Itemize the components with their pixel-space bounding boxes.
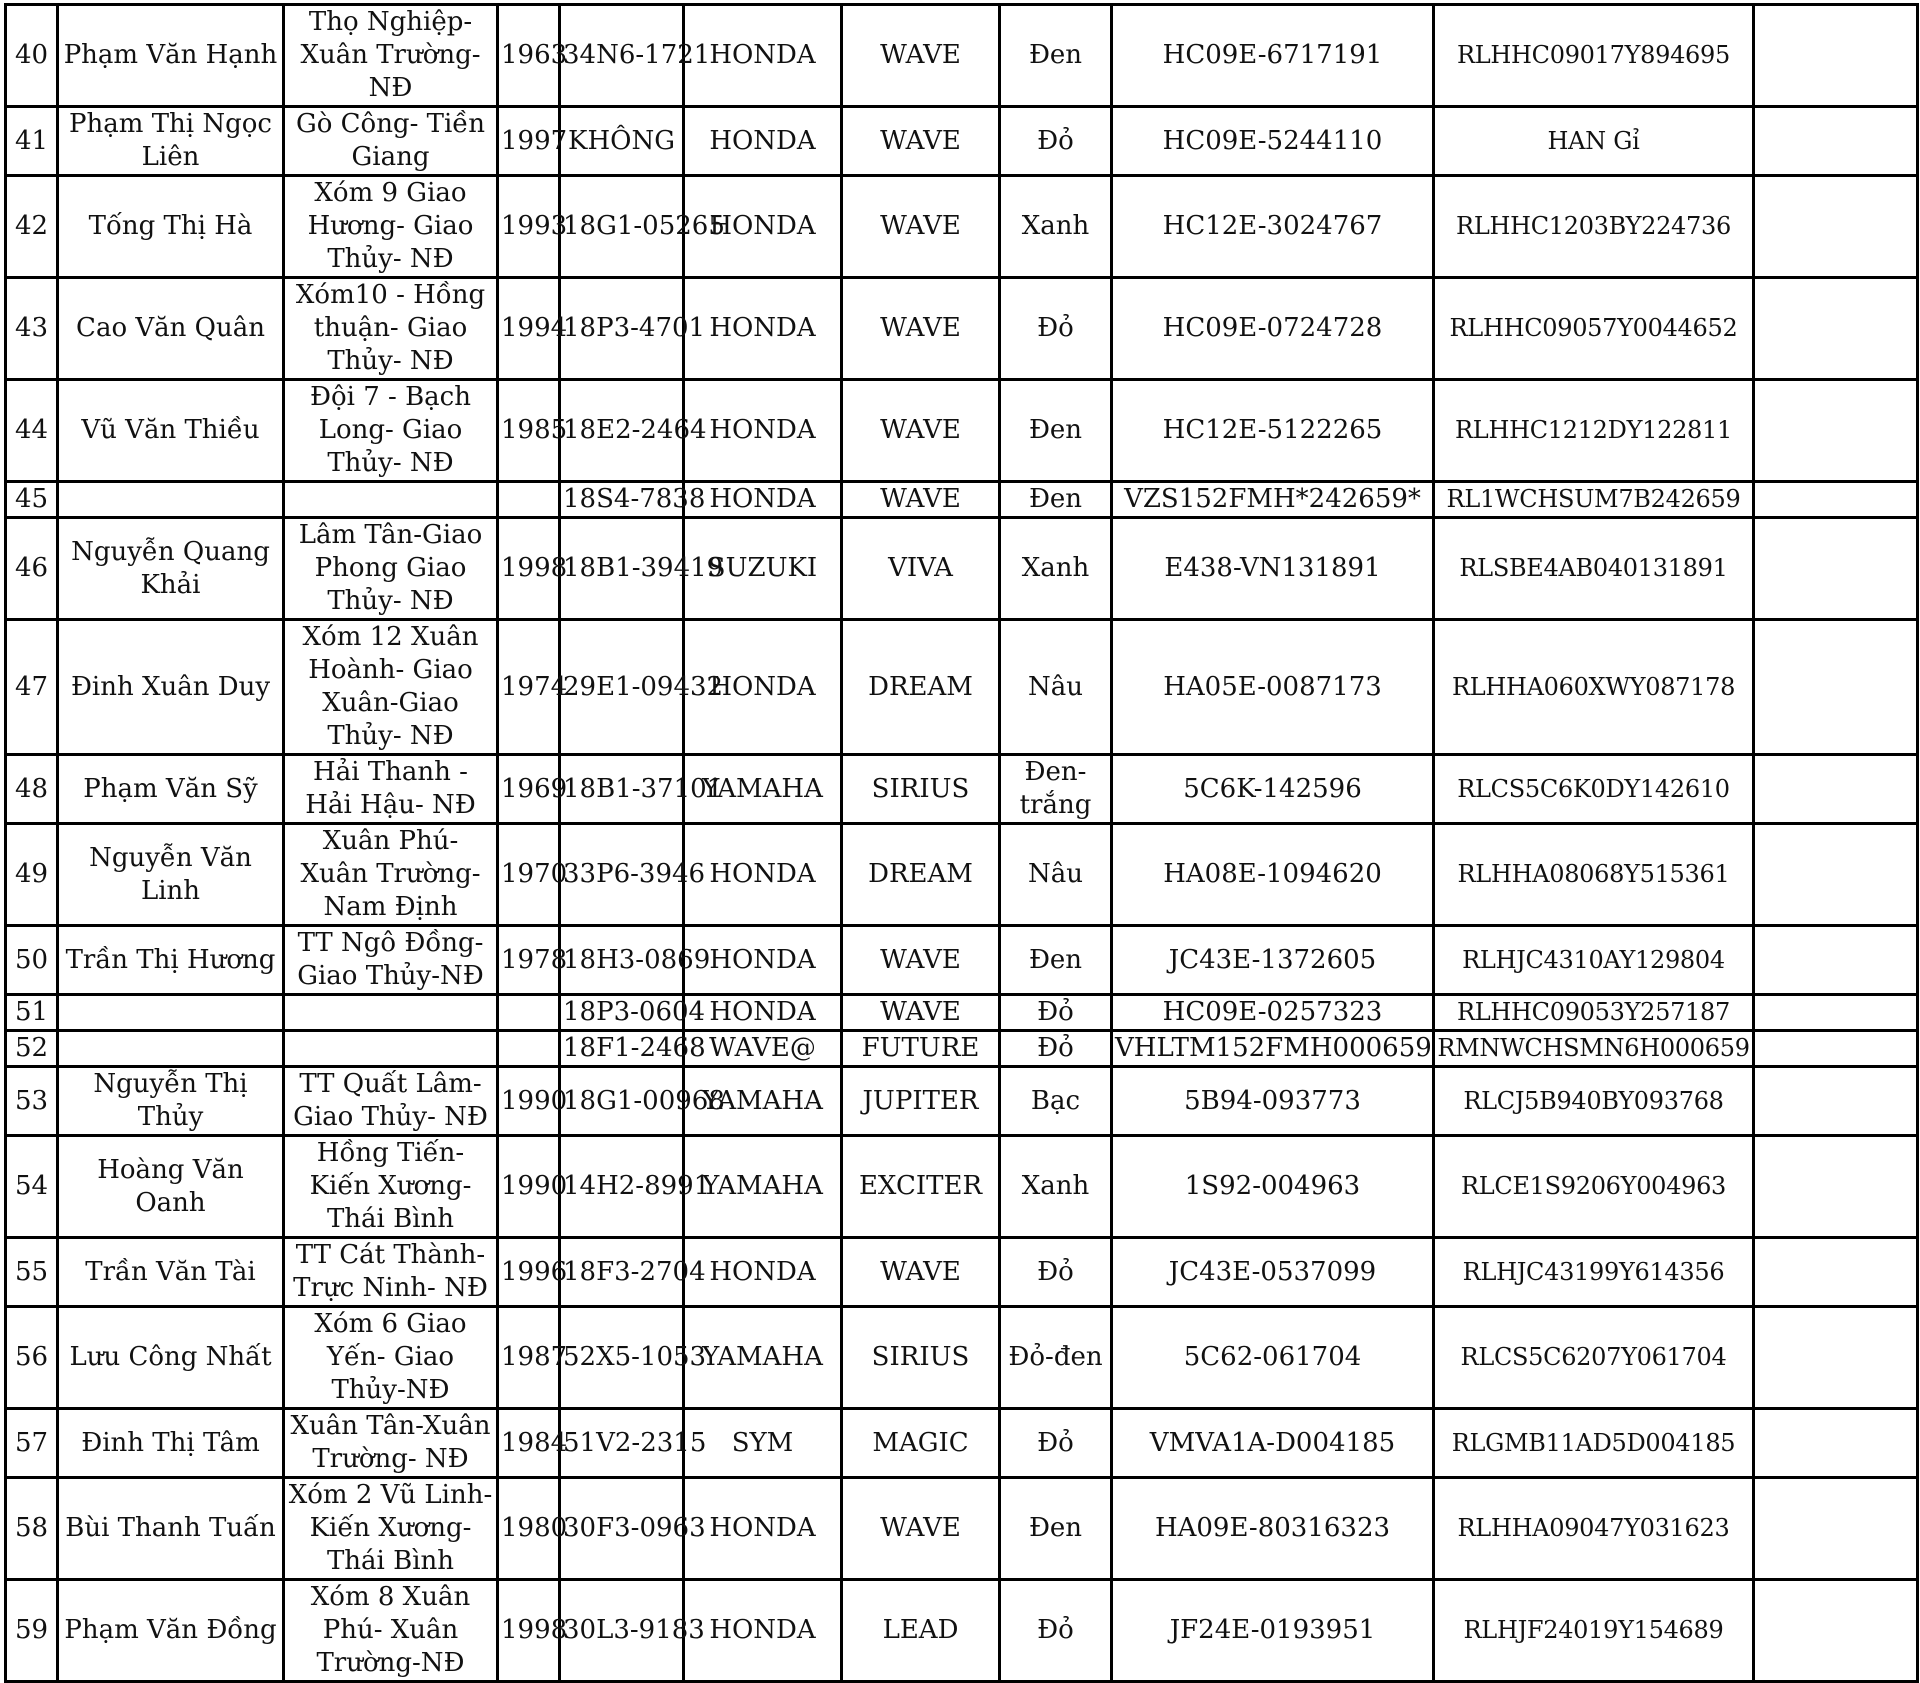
row-number-cell: 56 <box>6 1307 58 1409</box>
plate-cell: 18E2-2464 <box>560 380 684 482</box>
model-cell: WAVE <box>842 176 1000 278</box>
birth-year-cell: 1963 <box>498 5 560 107</box>
model-cell: WAVE <box>842 995 1000 1031</box>
table-row <box>6 482 1918 518</box>
frame-number-cell: RLHHC1203BY224736 <box>1434 176 1754 278</box>
engine-number-cell: HA09E-80316323 <box>1112 1478 1434 1580</box>
frame-number-cell: RLHHA09047Y031623 <box>1434 1478 1754 1580</box>
model-cell: WAVE <box>842 278 1000 380</box>
note-cell <box>1754 5 1918 107</box>
owner-name-cell: Trần Văn Tài <box>58 1238 284 1307</box>
plate-cell: 18B1-39419 <box>560 518 684 620</box>
owner-name-cell: Nguyễn Thị Thủy <box>58 1067 284 1136</box>
address-cell: Lâm Tân-Giao Phong Giao Thủy- NĐ <box>284 518 498 620</box>
color-cell: Nâu <box>1000 824 1112 926</box>
plate-cell: 18P3-0604 <box>560 995 684 1031</box>
row-number-cell: 48 <box>6 755 58 824</box>
address-cell: Gò Công- Tiền Giang <box>284 107 498 176</box>
frame-number-cell: RLHHC09057Y0044652 <box>1434 278 1754 380</box>
plate-cell: 18S4-7838 <box>560 482 684 518</box>
color-cell: Đỏ <box>1000 278 1112 380</box>
frame-number-cell: RLHHC09017Y894695 <box>1434 5 1754 107</box>
birth-year-cell: 1998 <box>498 1580 560 1682</box>
row-number-cell: 47 <box>6 620 58 755</box>
birth-year-cell: 1990 <box>498 1067 560 1136</box>
engine-number-cell: 5C62-061704 <box>1112 1307 1434 1409</box>
frame-number-cell: RLHHA08068Y515361 <box>1434 824 1754 926</box>
engine-number-cell: JF24E-0193951 <box>1112 1580 1434 1682</box>
address-cell: Hồng Tiến-Kiến Xương-Thái Bình <box>284 1136 498 1238</box>
engine-number-cell: HA05E-0087173 <box>1112 620 1434 755</box>
table-row <box>6 1307 1918 1409</box>
row-number-cell: 52 <box>6 1031 58 1067</box>
engine-number-cell: HC12E-3024767 <box>1112 176 1434 278</box>
note-cell <box>1754 107 1918 176</box>
address-cell: Xóm10 - Hồng thuận- Giao Thủy- NĐ <box>284 278 498 380</box>
engine-number-cell: HA08E-1094620 <box>1112 824 1434 926</box>
color-cell: Đen <box>1000 5 1112 107</box>
table-row <box>6 620 1918 755</box>
note-cell <box>1754 1307 1918 1409</box>
color-cell: Đen <box>1000 380 1112 482</box>
plate-cell: 30L3-9183 <box>560 1580 684 1682</box>
table-row <box>6 824 1918 926</box>
note-cell <box>1754 482 1918 518</box>
row-number-cell: 44 <box>6 380 58 482</box>
color-cell: Đỏ <box>1000 1409 1112 1478</box>
address-cell: TT Cát Thành-Trực Ninh- NĐ <box>284 1238 498 1307</box>
brand-cell: HONDA <box>684 1238 842 1307</box>
frame-number-cell: RLCS5C6K0DY142610 <box>1434 755 1754 824</box>
owner-name-cell: Bùi Thanh Tuấn <box>58 1478 284 1580</box>
address-cell: Xuân Tân-Xuân Trường- NĐ <box>284 1409 498 1478</box>
owner-name-cell: Phạm Thị Ngọc Liên <box>58 107 284 176</box>
table-row <box>6 1067 1918 1136</box>
owner-name-cell: Tống Thị Hà <box>58 176 284 278</box>
engine-number-cell: 5C6K-142596 <box>1112 755 1434 824</box>
brand-cell: HONDA <box>684 1478 842 1580</box>
brand-cell: YAMAHA <box>684 1067 842 1136</box>
note-cell <box>1754 1580 1918 1682</box>
plate-cell: 18F3-2704 <box>560 1238 684 1307</box>
birth-year-cell: 1984 <box>498 1409 560 1478</box>
birth-year-cell: 1993 <box>498 176 560 278</box>
vehicle-table <box>4 3 1919 1683</box>
owner-name-cell: Phạm Văn Hạnh <box>58 5 284 107</box>
row-number-cell: 54 <box>6 1136 58 1238</box>
row-number-cell: 43 <box>6 278 58 380</box>
frame-number-cell: RLCE1S9206Y004963 <box>1434 1136 1754 1238</box>
brand-cell: YAMAHA <box>684 1307 842 1409</box>
brand-cell: HONDA <box>684 107 842 176</box>
row-number-cell: 55 <box>6 1238 58 1307</box>
color-cell: Đỏ <box>1000 1238 1112 1307</box>
color-cell: Nâu <box>1000 620 1112 755</box>
note-cell <box>1754 620 1918 755</box>
birth-year-cell: 1990 <box>498 1136 560 1238</box>
color-cell: Đen <box>1000 926 1112 995</box>
model-cell: SIRIUS <box>842 755 1000 824</box>
address-cell: Xóm 2 Vũ Linh-Kiến Xương-Thái Bình <box>284 1478 498 1580</box>
plate-cell: 18P3-4701 <box>560 278 684 380</box>
model-cell: FUTURE <box>842 1031 1000 1067</box>
model-cell: WAVE <box>842 5 1000 107</box>
address-cell: Xóm 8 Xuân Phú- Xuân Trường-NĐ <box>284 1580 498 1682</box>
birth-year-cell: 1974 <box>498 620 560 755</box>
model-cell: VIVA <box>842 518 1000 620</box>
owner-name-cell: Đinh Thị Tâm <box>58 1409 284 1478</box>
frame-number-cell: RLHJC43199Y614356 <box>1434 1238 1754 1307</box>
plate-cell: 18H3-0869 <box>560 926 684 995</box>
row-number-cell: 51 <box>6 995 58 1031</box>
brand-cell: HONDA <box>684 176 842 278</box>
row-number-cell: 50 <box>6 926 58 995</box>
table-row <box>6 518 1918 620</box>
owner-name-cell: Hoàng Văn Oanh <box>58 1136 284 1238</box>
owner-name-cell <box>58 995 284 1031</box>
color-cell: Bạc <box>1000 1067 1112 1136</box>
frame-number-cell: RLSBE4AB040131891 <box>1434 518 1754 620</box>
color-cell: Xanh <box>1000 518 1112 620</box>
birth-year-cell: 1987 <box>498 1307 560 1409</box>
color-cell: Đỏ <box>1000 107 1112 176</box>
color-cell: Đen- trắng <box>1000 755 1112 824</box>
row-number-cell: 57 <box>6 1409 58 1478</box>
brand-cell: HONDA <box>684 824 842 926</box>
note-cell <box>1754 1409 1918 1478</box>
color-cell: Đen <box>1000 1478 1112 1580</box>
engine-number-cell: 5B94-093773 <box>1112 1067 1434 1136</box>
owner-name-cell: Cao Văn Quân <box>58 278 284 380</box>
table-row <box>6 107 1918 176</box>
brand-cell: YAMAHA <box>684 755 842 824</box>
plate-cell: 18B1-37101 <box>560 755 684 824</box>
note-cell <box>1754 824 1918 926</box>
frame-number-cell: RLGMB11AD5D004185 <box>1434 1409 1754 1478</box>
birth-year-cell: 1969 <box>498 755 560 824</box>
address-cell: TT Quất Lâm- Giao Thủy- NĐ <box>284 1067 498 1136</box>
row-number-cell: 53 <box>6 1067 58 1136</box>
note-cell <box>1754 1478 1918 1580</box>
table-row <box>6 5 1918 107</box>
model-cell: JUPITER <box>842 1067 1000 1136</box>
engine-number-cell: 1S92-004963 <box>1112 1136 1434 1238</box>
table-row <box>6 755 1918 824</box>
plate-cell: 18G1-00968 <box>560 1067 684 1136</box>
table-row <box>6 995 1918 1031</box>
color-cell: Đỏ <box>1000 1580 1112 1682</box>
owner-name-cell <box>58 482 284 518</box>
color-cell: Xanh <box>1000 1136 1112 1238</box>
row-number-cell: 46 <box>6 518 58 620</box>
note-cell <box>1754 1136 1918 1238</box>
engine-number-cell: VMVA1A-D004185 <box>1112 1409 1434 1478</box>
color-cell: Xanh <box>1000 176 1112 278</box>
table-row <box>6 1136 1918 1238</box>
frame-number-cell: RMNWCHSMN6H000659 <box>1434 1031 1754 1067</box>
row-number-cell: 59 <box>6 1580 58 1682</box>
frame-number-cell: RLHHC09053Y257187 <box>1434 995 1754 1031</box>
address-cell <box>284 482 498 518</box>
frame-number-cell: RL1WCHSUM7B242659 <box>1434 482 1754 518</box>
engine-number-cell: E438-VN131891 <box>1112 518 1434 620</box>
brand-cell: HONDA <box>684 380 842 482</box>
row-number-cell: 49 <box>6 824 58 926</box>
address-cell: Hải Thanh - Hải Hậu- NĐ <box>284 755 498 824</box>
owner-name-cell: Phạm Văn Sỹ <box>58 755 284 824</box>
birth-year-cell <box>498 1031 560 1067</box>
model-cell: WAVE <box>842 1478 1000 1580</box>
model-cell: LEAD <box>842 1580 1000 1682</box>
frame-number-cell: RLHJC4310AY129804 <box>1434 926 1754 995</box>
owner-name-cell: Đinh Xuân Duy <box>58 620 284 755</box>
model-cell: DREAM <box>842 620 1000 755</box>
model-cell: WAVE <box>842 1238 1000 1307</box>
color-cell: Đen <box>1000 482 1112 518</box>
plate-cell: 18G1-05265 <box>560 176 684 278</box>
model-cell: WAVE <box>842 926 1000 995</box>
birth-year-cell: 1980 <box>498 1478 560 1580</box>
address-cell: TT Ngô Đồng-Giao Thủy-NĐ <box>284 926 498 995</box>
brand-cell: WAVE@ <box>684 1031 842 1067</box>
table-row <box>6 278 1918 380</box>
plate-cell: 34N6-1721 <box>560 5 684 107</box>
address-cell <box>284 1031 498 1067</box>
owner-name-cell: Trần Thị Hương <box>58 926 284 995</box>
birth-year-cell: 1970 <box>498 824 560 926</box>
model-cell: MAGIC <box>842 1409 1000 1478</box>
model-cell: EXCITER <box>842 1136 1000 1238</box>
table-row <box>6 1238 1918 1307</box>
color-cell: Đỏ <box>1000 1031 1112 1067</box>
plate-cell: 14H2-8991 <box>560 1136 684 1238</box>
model-cell: WAVE <box>842 380 1000 482</box>
owner-name-cell: Vũ Văn Thiều <box>58 380 284 482</box>
row-number-cell: 45 <box>6 482 58 518</box>
frame-number-cell: RLCS5C6207Y061704 <box>1434 1307 1754 1409</box>
frame-number-cell: RLHHA060XWY087178 <box>1434 620 1754 755</box>
model-cell: WAVE <box>842 107 1000 176</box>
engine-number-cell: HC12E-5122265 <box>1112 380 1434 482</box>
engine-number-cell: VHLTM152FMH000659 <box>1112 1031 1434 1067</box>
address-cell <box>284 995 498 1031</box>
address-cell: Đội 7 - Bạch Long- Giao Thủy- NĐ <box>284 380 498 482</box>
frame-number-cell: RLHJF24019Y154689 <box>1434 1580 1754 1682</box>
note-cell <box>1754 1031 1918 1067</box>
birth-year-cell: 1978 <box>498 926 560 995</box>
engine-number-cell: HC09E-0257323 <box>1112 995 1434 1031</box>
brand-cell: HONDA <box>684 278 842 380</box>
address-cell: Thọ Nghiệp- Xuân Trường- NĐ <box>284 5 498 107</box>
table-row <box>6 1478 1918 1580</box>
owner-name-cell: Nguyễn Quang Khải <box>58 518 284 620</box>
brand-cell: HONDA <box>684 5 842 107</box>
engine-number-cell: VZS152FMH*242659* <box>1112 482 1434 518</box>
owner-name-cell <box>58 1031 284 1067</box>
brand-cell: HONDA <box>684 482 842 518</box>
address-cell: Xuân Phú- Xuân Trường- Nam Định <box>284 824 498 926</box>
owner-name-cell: Phạm Văn Đồng <box>58 1580 284 1682</box>
note-cell <box>1754 995 1918 1031</box>
table-row <box>6 1580 1918 1682</box>
birth-year-cell: 1985 <box>498 380 560 482</box>
model-cell: SIRIUS <box>842 1307 1000 1409</box>
frame-number-cell: RLHHC1212DY122811 <box>1434 380 1754 482</box>
table-row <box>6 1409 1918 1478</box>
address-cell: Xóm 12 Xuân Hoành- Giao Xuân-Giao Thủy- NĐ <box>284 620 498 755</box>
brand-cell: SUZUKI <box>684 518 842 620</box>
engine-number-cell: HC09E-6717191 <box>1112 5 1434 107</box>
table-row <box>6 176 1918 278</box>
brand-cell: SYM <box>684 1409 842 1478</box>
plate-cell: 18F1-2468 <box>560 1031 684 1067</box>
plate-cell: 52X5-1053 <box>560 1307 684 1409</box>
birth-year-cell: 1994 <box>498 278 560 380</box>
note-cell <box>1754 380 1918 482</box>
birth-year-cell: 1998 <box>498 518 560 620</box>
engine-number-cell: HC09E-0724728 <box>1112 278 1434 380</box>
plate-cell: 30F3-0963 <box>560 1478 684 1580</box>
note-cell <box>1754 518 1918 620</box>
address-cell: Xóm 6 Giao Yến- Giao Thủy-NĐ <box>284 1307 498 1409</box>
owner-name-cell: Lưu Công Nhất <box>58 1307 284 1409</box>
plate-cell: 29E1-09432 <box>560 620 684 755</box>
row-number-cell: 58 <box>6 1478 58 1580</box>
owner-name-cell: Nguyễn Văn Linh <box>58 824 284 926</box>
brand-cell: HONDA <box>684 1580 842 1682</box>
model-cell: WAVE <box>842 482 1000 518</box>
color-cell: Đỏ-đen <box>1000 1307 1112 1409</box>
note-cell <box>1754 1238 1918 1307</box>
engine-number-cell: HC09E-5244110 <box>1112 107 1434 176</box>
birth-year-cell <box>498 995 560 1031</box>
birth-year-cell: 1996 <box>498 1238 560 1307</box>
engine-number-cell: JC43E-0537099 <box>1112 1238 1434 1307</box>
plate-cell: 33P6-3946 <box>560 824 684 926</box>
frame-number-cell: HAN Gỉ <box>1434 107 1754 176</box>
table-row <box>6 1031 1918 1067</box>
plate-cell: 51V2-2315 <box>560 1409 684 1478</box>
note-cell <box>1754 755 1918 824</box>
brand-cell: HONDA <box>684 926 842 995</box>
row-number-cell: 40 <box>6 5 58 107</box>
address-cell: Xóm 9 Giao Hương- Giao Thủy- NĐ <box>284 176 498 278</box>
plate-cell: KHÔNG <box>560 107 684 176</box>
table-row <box>6 380 1918 482</box>
row-number-cell: 42 <box>6 176 58 278</box>
brand-cell: YAMAHA <box>684 1136 842 1238</box>
note-cell <box>1754 1067 1918 1136</box>
row-number-cell: 41 <box>6 107 58 176</box>
frame-number-cell: RLCJ5B940BY093768 <box>1434 1067 1754 1136</box>
model-cell: DREAM <box>842 824 1000 926</box>
note-cell <box>1754 176 1918 278</box>
note-cell <box>1754 278 1918 380</box>
color-cell: Đỏ <box>1000 995 1112 1031</box>
engine-number-cell: JC43E-1372605 <box>1112 926 1434 995</box>
birth-year-cell <box>498 482 560 518</box>
brand-cell: HONDA <box>684 995 842 1031</box>
note-cell <box>1754 926 1918 995</box>
table-row <box>6 926 1918 995</box>
birth-year-cell: 1997 <box>498 107 560 176</box>
brand-cell: HONDA <box>684 620 842 755</box>
